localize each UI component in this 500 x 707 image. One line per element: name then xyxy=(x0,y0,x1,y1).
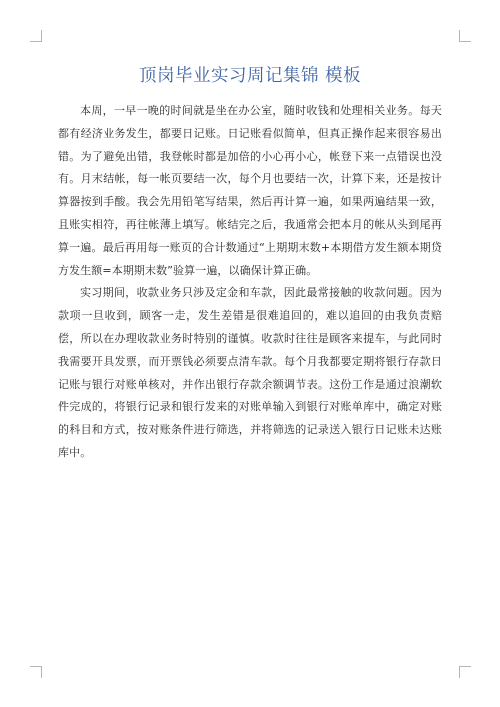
body-paragraph-1: 本周，一早一晚的时间就是坐在办公室，随时收钱和处理相关业务。每天都有经济业务发生，都要日记账。日记账看似简单，但真正操作起来很容易出错。为了避免出错，我登帐时都是加倍的小心再小心，帐登下来一点错误也没有。月末结帐，每一帐页要结一次，每个月也要结一次，计算下来，还是按计算器按到手酸。我会先用铅笔写结果，然后再计算一遍，如果两遍结果一致，且账实相符，再往帐薄上填写。帐结完之后，我通常会把本月的帐从头到尾再算一遍。最后再用每一账页的合计数通过“上期期末数+本期借方发生额本期贷方发生额=本期期末数”验算一遍，以确保计算正确。 xyxy=(58,104,442,277)
document-title: 顶岗毕业实习周记集锦 模板 xyxy=(138,66,362,86)
crop-mark-bottom-left xyxy=(30,666,42,678)
body-paragraph-2: 实习期间，收款业务只涉及定金和车款，因此最常接触的收款问题。因为款项一旦收到，顾客一走，发生差错是很难追回的，难以追回的由我负责赔偿，所以在办理收款业务时特别的谨慎。收款时往往是顾客来提车，与此同时我需要开具发票，而开票钱必须要点清车款。每个月我都要定期将银行存款日记账与银行对账单核对，并作出银行存款余额调节表。这份工作是通过浪潮软件完成的，将银行记录和银行发来的对账单输入到银行对账单库中，确定对账的科目和方式，按对账条件进行筛选，并将筛选的记录送入银行日记账未达账库中。 xyxy=(58,286,442,459)
document-body xyxy=(58,100,442,465)
crop-mark-bottom-right xyxy=(459,666,471,678)
crop-mark-top-left xyxy=(30,30,42,42)
crop-mark-top-right xyxy=(459,30,471,42)
